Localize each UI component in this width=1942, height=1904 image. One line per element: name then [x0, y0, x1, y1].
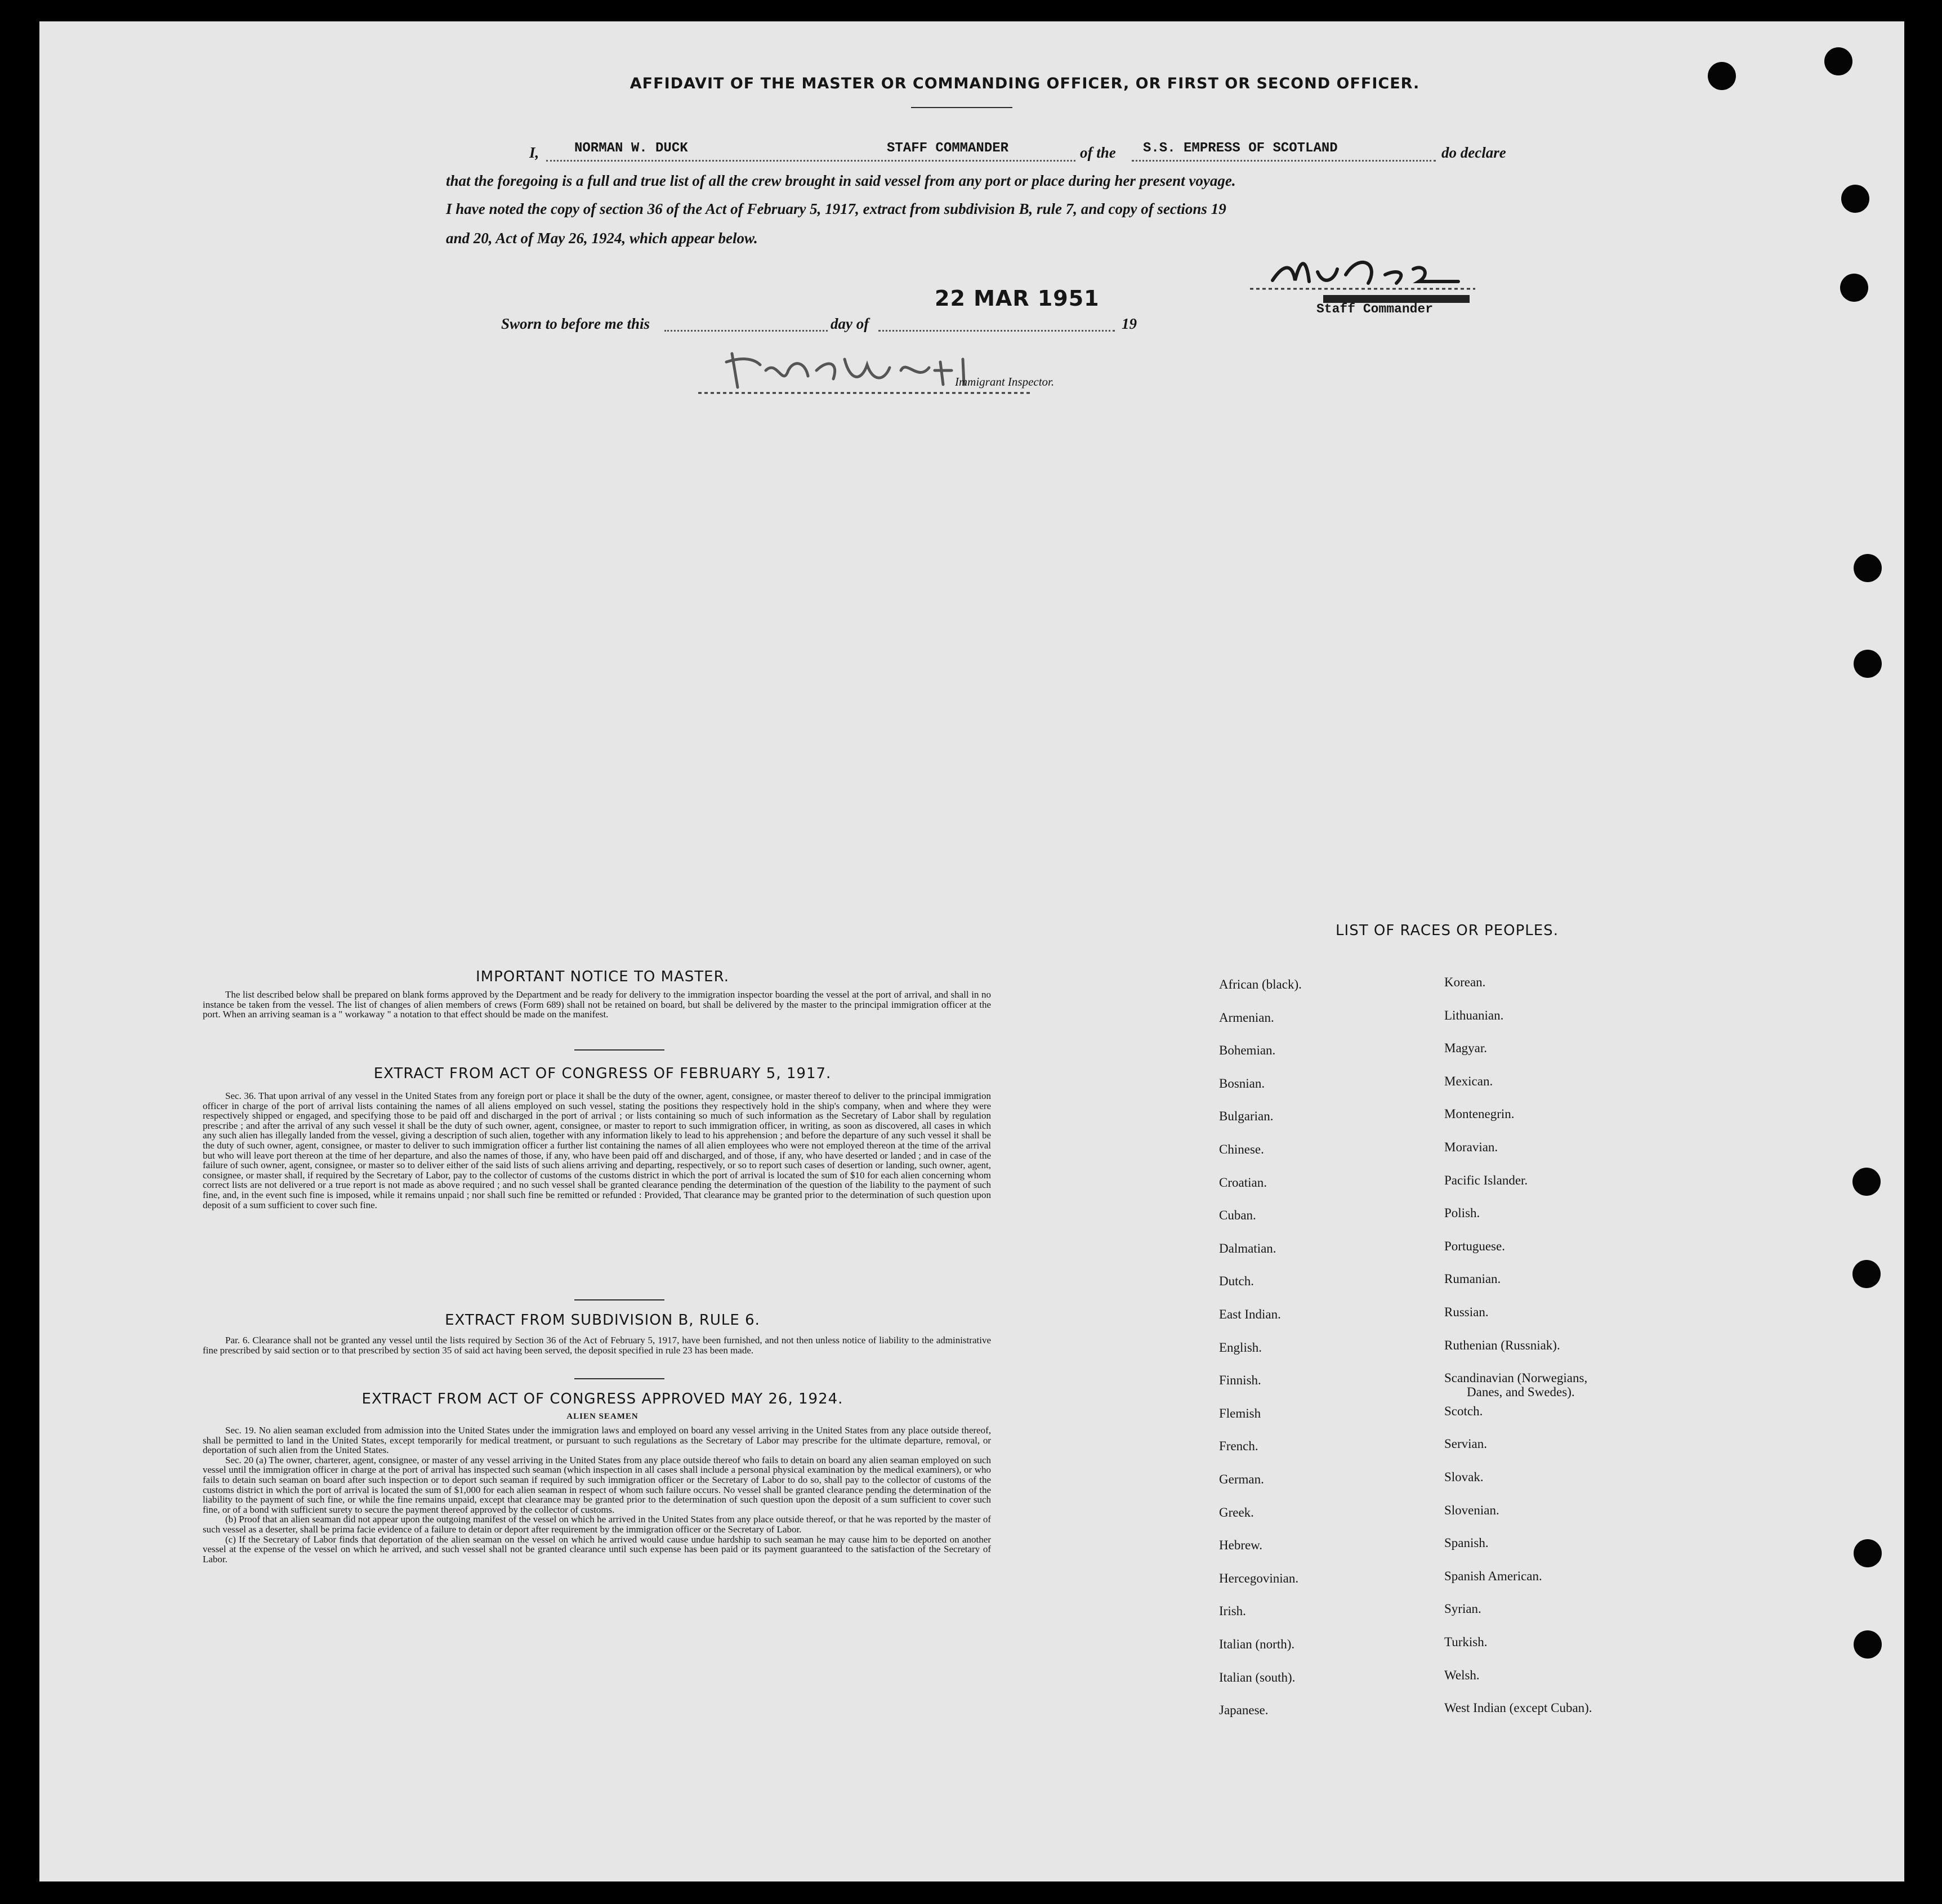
race-item: Servian. [1444, 1437, 1488, 1451]
race-item: Russian. [1444, 1305, 1489, 1319]
punch-hole [1854, 1539, 1882, 1567]
race-item: Danes, and Swedes). [1467, 1385, 1575, 1400]
race-item: Polish. [1444, 1206, 1480, 1221]
race-item: Bohemian. [1219, 1043, 1276, 1058]
master-signature [1239, 241, 1481, 309]
affidavit-line-4: and 20, Act of May 26, 1924, which appear below. [446, 230, 758, 247]
race-item: Finnish. [1219, 1373, 1261, 1388]
divider [574, 1299, 664, 1300]
extract-1924-body [203, 1425, 991, 1564]
race-item: French. [1219, 1439, 1258, 1454]
divider [574, 1049, 664, 1051]
race-item: East Indian. [1219, 1307, 1281, 1321]
race-item: German. [1219, 1472, 1264, 1486]
sworn-label: Sworn to before me this [501, 315, 650, 332]
extract-1924-subtitle: ALIEN SEAMEN [566, 1412, 639, 1421]
race-item: Mexican. [1444, 1074, 1493, 1088]
notice-title: IMPORTANT NOTICE TO MASTER. [475, 968, 730, 985]
races-title: LIST OF RACES OR PEOPLES. [1336, 922, 1559, 939]
race-item: Armenian. [1219, 1010, 1274, 1025]
subdivision-b-body: Par. 6. Clearance shall not be granted any vessel until the lists required by Section 36 of the Act of February 5, 1917, have been furnished, and not then unless notice of liability to the administrative fine prescribed by said section or to that prescribed by section 35 of said act having been served, the deposit specified in rule 23 has been made. [203, 1335, 991, 1356]
name-line [546, 160, 1075, 162]
punch-hole [1854, 1630, 1882, 1659]
race-item: Spanish American. [1444, 1568, 1542, 1583]
race-item: Magyar. [1444, 1041, 1488, 1056]
extract-1917-body: Sec. 36. That upon arrival of any vessel in the United States from any foreign port or place it shall be the duty of the owner, agent, consignee, or master thereof to deliver to the principal immigration officer in charge of the port of arrival lists containing the names of all aliens employed on such vessel, stating the positions they respectively hold in the ship's company, when and where they were respectively shipped or engaged, and specifying those to be paid off and discharged in the port of arrival ; or lists containing so much of such information as the Secretary of Labor shall by regulation prescribe ; and after the arrival of any such vessel it shall be the duty of such owner, agent, consignee, or master to report to such immigration officer, in writing, as soon as discovered, all cases in which any such alien has illegally landed from the vessel, giving a description of such alien, together with any information likely to lead to his apprehension ; and before the departure of any such vessel it shall be the duty of such owner, agent, consignee, or master to deliver to such immigration officer a further list containing the names of all alien employees who were not employed thereon at the time of the arrival but who will leave port thereon at the time of her departure, and also the names of those, if any, who have been paid off and discharged, and of those, if any, who have deserted or landed ; and in case of the failure of such owner, agent, consignee, or master so to deliver either of the said lists of such aliens arriving and departing, respectively, or so to report such cases of desertion or landing, such owner, agent, consignee, or master shall, if required by the Secretary of Labor, pay to the collector of customs of the customs district in which the port of arrival is located the sum of $10 for each alien concerning whom correct lists are not delivered or a true report is not made as above required ; and no such vessel shall be granted clearance pending the determination of the question of the liability to the payment of such fine, and, in the event such fine is imposed, while it remains unpaid ; nor shall such fine be remitted or refunded : Provided, That clearance may be granted prior to the determination of such question upon deposit of a sum sufficient to cover such fine. [203, 1090, 991, 1210]
punch-hole [1854, 554, 1882, 582]
master-name: NORMAN W. DUCK [574, 141, 688, 156]
inspector-signature [693, 337, 1042, 399]
race-item: Croatian. [1219, 1175, 1267, 1190]
race-item: Scotch. [1444, 1404, 1483, 1418]
race-item: Moravian. [1444, 1140, 1498, 1154]
race-item: Irish. [1219, 1604, 1246, 1619]
divider [574, 1378, 664, 1379]
subdivision-b-title: EXTRACT FROM SUBDIVISION B, RULE 6. [445, 1312, 760, 1329]
race-item: Bulgarian. [1219, 1109, 1274, 1124]
race-item: Turkish. [1444, 1635, 1488, 1649]
sworn-month-line [878, 330, 1115, 332]
race-item: Montenegrin. [1444, 1107, 1515, 1121]
punch-hole [1841, 185, 1869, 213]
extract-1924-title: EXTRACT FROM ACT OF CONGRESS APPROVED MAY 26, 1924. [361, 1391, 843, 1407]
section-20c: (c) If the Secretary of Labor finds that deportation of the alien seaman on the vessel on which he arrived would cause undue hardship to such seaman he may cause him to be deported on another vessel at the expense of the vessel on which he arrived, and such vessel shall not be granted clearance until such expense has been paid or its payment guaranteed to the satisfaction of the Secretary of Labor. [203, 1534, 991, 1565]
race-item: African (black). [1219, 977, 1302, 991]
do-declare-label: do declare [1441, 144, 1506, 161]
notice-body: The list described below shall be prepared on blank forms approved by the Department and be ready for delivery to the immigration inspector boarding the vessel at the port of arrival, and shall in no instance be taken from the vessel. The list of changes of alien members of crews (Form 689) shall not be retained on board, but shall be delivered by the master to the principal immigration officer at the port. When an arriving seaman is a " workaway " a notation to that effect should be made on the manifest. [203, 989, 991, 1020]
race-item: Ruthenian (Russniak). [1444, 1338, 1560, 1352]
race-item: Syrian. [1444, 1602, 1481, 1616]
race-item: Dalmatian. [1219, 1241, 1276, 1255]
race-item: Dutch. [1219, 1274, 1254, 1289]
signer-title: Staff Commander [1316, 302, 1434, 316]
race-item: Greek. [1219, 1505, 1254, 1519]
race-item: Welsh. [1444, 1668, 1480, 1682]
year-prefix: 19 [1122, 315, 1137, 332]
race-item: Hercegovinian. [1219, 1571, 1299, 1585]
punch-hole [1852, 1260, 1881, 1288]
affidavit-line-2: that the foregoing is a full and true list of all the crew brought in said vessel from any port or place during her present voyage. [446, 172, 1236, 189]
punch-hole [1824, 47, 1852, 75]
extract-1917-title: EXTRACT FROM ACT OF CONGRESS OF FEBRUARY 5, 1917. [373, 1065, 832, 1082]
affidavit-line-3: I have noted the copy of section 36 of the Act of February 5, 1917, extract from subdivision B, rule 7, and copy of sections 19 [446, 200, 1226, 217]
punch-hole [1708, 62, 1736, 90]
race-item: Slovenian. [1444, 1503, 1499, 1517]
race-item: Portuguese. [1444, 1239, 1505, 1253]
punch-hole [1854, 650, 1882, 678]
race-item: Italian (south). [1219, 1670, 1296, 1684]
document-page [39, 21, 1904, 1881]
punch-hole [1840, 274, 1868, 302]
race-item: Spanish. [1444, 1536, 1489, 1550]
race-item: Korean. [1444, 975, 1486, 989]
race-item: Italian (north). [1219, 1637, 1295, 1651]
race-item: Cuban. [1219, 1208, 1256, 1223]
punch-hole [1852, 1168, 1881, 1196]
race-item: Bosnian. [1219, 1076, 1265, 1090]
race-item: Japanese. [1219, 1703, 1269, 1718]
race-item: Slovak. [1444, 1470, 1484, 1484]
divider [911, 107, 1012, 108]
date-stamp: 22 MAR 1951 [935, 286, 1100, 311]
race-item: English. [1219, 1340, 1262, 1355]
race-item: Flemish [1219, 1406, 1261, 1420]
section-19: Sec. 19. No alien seaman excluded from admission into the United States under the immigration laws and employed on board any vessel arriving in the United States from any place outside thereof, shall be permitted to land in the United States, except temporarily for medical treatment, or pursuant to such regulations as the Secretary of Labor may prescribe for the ultimate departure, removal, or deportation of such alien from the United States. [203, 1425, 991, 1456]
vessel-name: S.S. EMPRESS OF SCOTLAND [1143, 141, 1338, 156]
race-item: West Indian (except Cuban). [1444, 1701, 1592, 1715]
race-item: Lithuanian. [1444, 1008, 1504, 1022]
affidavit-title: AFFIDAVIT OF THE MASTER OR COMMANDING OFFICER, OR FIRST OR SECOND OFFICER. [630, 75, 1420, 92]
race-item: Hebrew. [1219, 1538, 1263, 1553]
day-of-label: day of [831, 315, 869, 332]
race-item: Rumanian. [1444, 1272, 1501, 1286]
master-rank: STAFF COMMANDER [887, 141, 1009, 156]
race-item: Pacific Islander. [1444, 1173, 1528, 1187]
race-item: Scandinavian (Norwegians, [1444, 1371, 1588, 1385]
vessel-line [1132, 160, 1436, 162]
declarant-prefix: I, [529, 144, 539, 161]
inspector-label: Immigrant Inspector. [955, 375, 1055, 388]
section-20b: (b) Proof that an alien seaman did not appear upon the outgoing manifest of the vessel on which he arrived in the United States from any place outside thereof, or that he was reported by the master of such vessel as a deserter, shall be prima facie evidence of a failure to detain or deport after requirement by the immigration officer or the Secretary of Labor. [203, 1514, 991, 1535]
section-20a: Sec. 20 (a) The owner, charterer, agent, consignee, or master of any vessel arriving in the United States from any place outside thereof who fails to detain on board any alien seaman employed on such vessel until the immigration officer in charge at the port of arrival has inspected such seaman (which inspection in all cases shall include a personal physical examination by the medical examiners), or who fails to detain such seaman on board after such inspection or to deport such seaman if required by such immigration officer or the Secretary of Labor to do so, shall pay to the collector of customs of the customs district in which the port of arrival is located the sum of $1,000 for each alien seaman in respect of whom such failure occurs. No vessel shall be granted clearance pending the determination of the liability to the payment of such fine, or while the fine remains unpaid, except that clearance may be granted prior to the determination of such question upon the deposit of a sum sufficient to cover such fine, or of a bond with sufficient surety to secure the payment thereof approved by the collector of customs. [203, 1454, 991, 1515]
sworn-day-line [664, 330, 828, 332]
race-item: Chinese. [1219, 1142, 1264, 1156]
of-the-label: of the [1080, 144, 1116, 161]
